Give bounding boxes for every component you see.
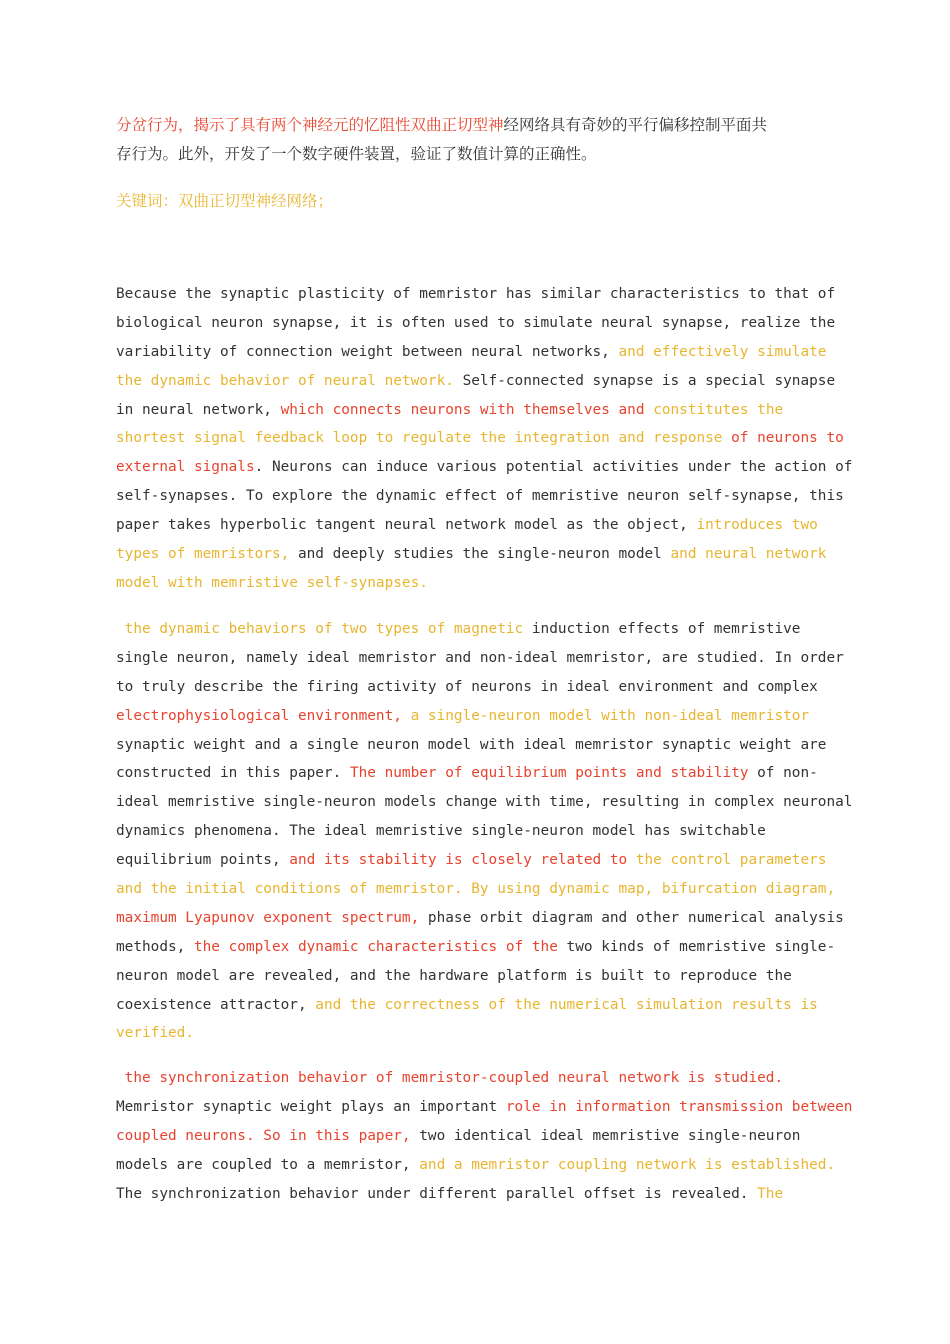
text-line <box>116 1151 836 1180</box>
text-segment: to truly describe the firing activity of neurons in ideal environment and complex <box>116 678 818 695</box>
text-segment: and its stability is closely related to <box>289 852 636 869</box>
text-segment: of non- <box>748 765 818 782</box>
text-line <box>116 875 836 904</box>
text-segment: coupled neurons. So in this paper, <box>116 1127 411 1144</box>
text-segment: phase orbit diagram and other numerical analysis <box>419 909 844 926</box>
chinese-keywords <box>116 187 836 216</box>
text-segment: 经网络具有奇妙的平行偏移控制平面共 <box>503 116 768 134</box>
text-segment: external signals <box>116 459 255 476</box>
text-segment: coexistence attractor, <box>116 996 316 1013</box>
text-line <box>116 673 836 702</box>
text-segment: constitutes the <box>653 401 784 418</box>
text-segment: Self-connected synapse is a special synapse <box>453 372 836 389</box>
text-segment: and a memristor coupling network is established. <box>419 1156 836 1173</box>
text-segment: and effectively simulate <box>618 343 827 360</box>
text-segment: models are coupled to a memristor, <box>116 1156 420 1173</box>
text-line <box>116 1122 836 1151</box>
chinese-abstract-paragraph <box>116 111 836 169</box>
text-line <box>116 702 836 731</box>
text-segment: The number of equilibrium points and stability <box>349 765 749 782</box>
text-segment: verified. <box>116 1025 194 1042</box>
text-line <box>116 511 836 540</box>
text-segment: two kinds of memristive single- <box>557 938 836 955</box>
text-line <box>116 111 836 140</box>
text-segment: paper takes hyperbolic tangent neural network model as the object, <box>116 517 697 534</box>
text-line <box>116 338 836 367</box>
text-segment: synaptic weight and a single neuron model with ideal memristor synaptic weight are <box>116 736 827 753</box>
text-line <box>116 615 836 644</box>
text-segment: the dynamic behaviors of two types of magnetic <box>116 621 524 637</box>
text-line <box>116 453 853 482</box>
text-segment: 存行为。此外，开发了一个数字硬件装置，验证了数值计算的正确性。 <box>116 145 597 163</box>
text-line <box>116 759 836 788</box>
text-segment: 关键词：双曲正切型神经网络； <box>116 192 334 210</box>
text-segment: and neural network <box>670 546 827 563</box>
text-segment: electrophysiological environment, <box>116 707 411 724</box>
text-segment: introduces two <box>696 517 818 534</box>
text-line <box>116 540 836 569</box>
text-segment: model with memristive self-synapses. <box>116 574 428 591</box>
text-segment: 分岔行为，揭示了具有两个神经元的忆阻性双曲正切型神 <box>116 116 504 134</box>
text-segment: and deeply studies the single-neuron model <box>289 546 671 563</box>
text-segment: variability of connection weight between neural networks, <box>116 343 619 360</box>
text-line <box>116 904 844 933</box>
text-line <box>116 817 836 846</box>
text-line <box>116 731 836 760</box>
text-line <box>116 933 836 962</box>
text-line <box>116 1064 836 1093</box>
text-segment: the synchronization behavior of memristor-coupled neural network is studied. <box>116 1070 784 1086</box>
text-segment: the control parameters <box>635 852 827 869</box>
text-segment: maximum Lyapunov exponent spectrum, <box>116 909 420 926</box>
text-line <box>116 367 836 396</box>
text-line <box>116 396 836 425</box>
text-line <box>116 280 836 309</box>
text-segment: methods, <box>116 938 194 955</box>
text-segment: induction effects of memristive <box>523 621 801 637</box>
text-segment: Memristor synaptic weight plays an important <box>116 1098 506 1115</box>
text-segment: neuron model are revealed, and the hardware platform is built to reproduce the <box>116 967 792 984</box>
text-line <box>116 846 836 875</box>
text-line <box>116 991 836 1020</box>
text-segment: equilibrium points, <box>116 852 290 869</box>
text-segment: the complex dynamic characteristics of the <box>193 938 558 955</box>
text-segment: and the correctness of the numerical simulation results is <box>315 996 818 1013</box>
text-segment: the dynamic behavior of neural network. <box>116 372 454 389</box>
text-segment: The synchronization behavior under different parallel offset is revealed. <box>116 1185 758 1202</box>
text-segment: ideal memristive single-neuron models change with time, resulting in complex neuronal <box>116 794 853 811</box>
text-segment: self-synapses. To explore the dynamic effect of memristive neuron self-synapse, this <box>116 488 844 505</box>
text-line <box>116 187 836 216</box>
text-line <box>116 424 844 453</box>
text-segment: shortest signal feedback loop to regulate the integration and response <box>116 430 732 447</box>
text-line <box>116 140 836 169</box>
text-segment: role in information transmission between <box>505 1098 853 1115</box>
text-segment: . Neurons can induce various potential activities under the action of <box>254 459 853 476</box>
text-segment: which connects neurons with themselves and <box>280 401 654 418</box>
text-segment: single neuron, namely ideal memristor and non-ideal memristor, are studied. In order <box>116 649 844 666</box>
text-segment: and the initial conditions of memristor. By using dynamic map, bifurcation diagram, <box>116 881 836 898</box>
text-segment: a single-neuron model with non-ideal memristor <box>410 707 810 724</box>
text-line <box>116 1093 853 1122</box>
text-line <box>116 1019 836 1048</box>
text-segment: types of memristors, <box>116 546 290 563</box>
english-abstract-paragraph-2 <box>116 615 853 1048</box>
text-segment: Because the synaptic plasticity of memristor has similar characteristics to that of <box>116 286 836 302</box>
text-segment: dynamics phenomena. The ideal memristive single-neuron model has switchable <box>116 823 766 840</box>
english-abstract-paragraph-3 <box>116 1064 853 1208</box>
text-segment: The <box>757 1185 784 1202</box>
text-segment: two identical ideal memristive single-neuron <box>410 1127 801 1144</box>
text-line <box>116 1180 836 1209</box>
text-line <box>116 309 836 338</box>
text-line <box>116 962 836 991</box>
english-abstract-paragraph-1 <box>116 280 853 598</box>
text-segment: biological neuron synapse, it is often used to simulate neural synapse, realize the <box>116 314 836 331</box>
text-line <box>116 644 844 673</box>
text-line <box>116 482 844 511</box>
text-segment: constructed in this paper. <box>116 765 350 782</box>
text-line <box>116 788 853 817</box>
text-line <box>116 569 836 598</box>
text-segment: of neurons to <box>731 430 844 447</box>
text-segment: in neural network, <box>116 401 281 418</box>
